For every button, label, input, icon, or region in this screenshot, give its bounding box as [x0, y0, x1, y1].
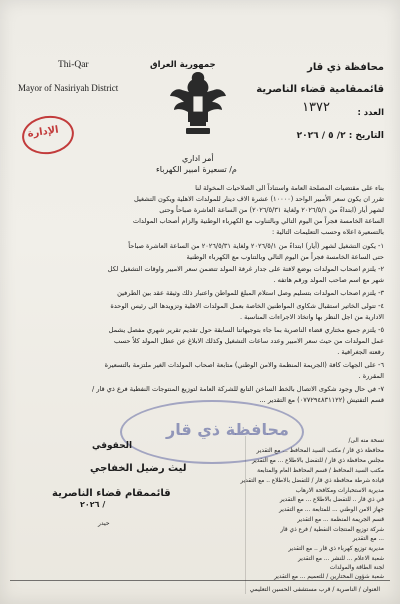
header-governorate: محافظة ذي قار	[307, 62, 384, 73]
order-title: أمر اداري	[182, 154, 214, 163]
copies-item: شعبة شؤون المختارين / للتعميم ... مع التقدير	[274, 574, 384, 580]
copies-item: محافظة ذي قار / مكتب السيد المحافظ ... مع التقدير	[256, 448, 384, 454]
body-line: بناء على مقتضيات المصلحة العامة واستناداً الى الصلاحيات المخولة لنا	[195, 184, 384, 192]
copies-item: جهاز الامن الوطني ... للمتابعة ... مع التقدير	[279, 507, 384, 513]
body-line: تقرر ان يكون سعر الأمبير الواحد (١٠٠٠٠) عشرة الاف دينار للمولدات الاهلية ويكون التشغيل	[134, 195, 384, 203]
body-line: ٢- يلتزم اصحاب المولدات بوضع لافتة على جدار غرفة المولد تتضمن سعر الامبير واوقات التشغيل لكل	[107, 265, 384, 273]
body-line: ٤- تتولى الخاتير استقبال شكاوى المواطنين الخاصة بعمل المولدات الاهلية وتزويدها الى رئيس الوحدة	[110, 302, 384, 310]
governorate-stamp-text: محافظة ذي قار	[166, 420, 289, 439]
signer-position: قائممقام قضاء الناصرية	[52, 488, 171, 499]
copies-heading: نسخة منه الى/	[348, 438, 384, 444]
copies-item: شعبة الاعلام ... للنشر ... مع التقدير	[298, 556, 384, 562]
copies-item: مجلس محافظة ذي قار / للتفضل بالاطلاع ... مع التقدير	[251, 458, 384, 464]
body-line: رقعته الجغرافية .	[337, 348, 384, 356]
body-line: لشهر أيار (ابتداءً من ٢٠٢٦/٥/١ ولغاية ٢٠٢٦/٥/٣١) من الساعة العاشرة صباحاً وحتى	[159, 206, 384, 214]
order-subject: م/ تسعيرة امبير الكهرباء	[156, 165, 237, 174]
body-line: شهر مع اسم صاحب المولد ورقم هاتفه .	[273, 276, 384, 284]
eagle-emblem-icon	[166, 66, 230, 140]
copies-item: شركة توزيع المنتجات النفطية / فرع ذي قار	[280, 527, 384, 533]
body-line: المقررة .	[358, 372, 384, 380]
signer-title: الحقوقي	[92, 441, 133, 451]
administration-stamp	[20, 113, 77, 158]
footer-divider	[10, 580, 390, 581]
header-number-value: ١٣٧٢	[302, 100, 330, 115]
header-republic: جمهورية العراق	[150, 60, 216, 70]
header-en-mayor: Mayor of Nasiriyah District	[18, 83, 119, 93]
header-number-label: العدد :	[357, 108, 384, 118]
header-en-thiqar: Thi-Qar	[58, 60, 89, 70]
body-line: الساعة الخامسة فجراً من اليوم التالي وبالتناوب مع الكهرباء الوطنية والزام أصحاب المولدات	[132, 217, 384, 225]
copies-item: مكتب السيد المحافظ / قسم المحافظ العام والمتابعة	[257, 468, 384, 474]
copies-item: في ذي قار .. للتفضل بالاطلاع ... مع التقدير	[279, 497, 384, 503]
copies-item: قسم الجريمة المنظمة ... مع التقدير	[297, 517, 384, 523]
copies-item: لجنة الطاقة والمولدات	[329, 565, 384, 571]
body-line: ٣- يلتزم اصحاب المولدات بتسليم وصل استلام المبلغ للمواطن واعتبار ذلك وثيقة عقد بين الطرفين	[117, 289, 384, 297]
header-district-office: قائممقامية قضاء الناصرية	[256, 84, 384, 95]
body-line: ٥- يلتزم جميع مختاري قضاء الناصرية بما جاء بتوجيهاتنا السابقة حول تقديم تقرير شهري مفصل يشمل	[108, 326, 384, 334]
body-line: قسم التفتيش (٠٧٧٢٩٤٨٣١١٢٢) مع التقدير ...	[259, 396, 384, 404]
signer-name: ليث رضيل الخفاجي	[90, 463, 187, 474]
typist-initials: حيدر	[98, 520, 110, 527]
body-line: بالتسعيرة اعلاه وحسب التعليمات التالية :	[271, 228, 384, 236]
copies-item: مديرية توزيع كهرباء ذي قار .. مع التقدير	[288, 546, 384, 552]
copies-item: ... مع التقدير	[352, 536, 384, 542]
body-line: ٦- على الجهات كافة (الجريمة المنظمة والامن الوطني) متابعة اصحاب المولدات الغير ملتزمة بالتسعيرة	[104, 361, 384, 369]
header-date: التاريخ : ٢/ ٥ / ٢٠٢٦	[296, 131, 384, 141]
body-line: الادارية من اجل النظر بها واتخاذ الاجراءات المناسبة .	[239, 313, 384, 321]
body-line: ٧- في حال وجود شكوى الاتصال بالخط الساخن التابع للشركة العامة لتوزيع المنتوجات النفطية فرع ذي قار /	[92, 385, 384, 393]
body-line: حتى الساعة الخامسة فجراً من اليوم التالي وبالتناوب مع الكهرباء الوطنية	[186, 253, 384, 261]
body-line: ١- يكون التشغيل لشهر (أيار) ابتداءً من ٢٠٢٦/٥/١ ولغاية ٢٠٢٦/٥/٣١ من الساعة العاشرة صباحاً	[128, 242, 384, 250]
footer-address: العنوان / الناصرية / قرب مستشفى الحسين التعليمي	[249, 586, 380, 593]
signature-date: ٢٠٢٦ /	[80, 500, 106, 509]
body-line: عمل المولدات من حيث سعر الامبير وعدد ساعات التشغيل وكذلك الابلاغ عن عطل المولد كلاً حسب	[114, 337, 384, 345]
copies-item: قيادة شرطة محافظة ذي قار / للتفضل بالاطلاع .. مع التقدير	[240, 478, 384, 484]
copies-item: مديرية الاستخبارات ومكافحة الارهاب	[295, 488, 384, 494]
stamp-text: الإدارة	[26, 124, 60, 140]
